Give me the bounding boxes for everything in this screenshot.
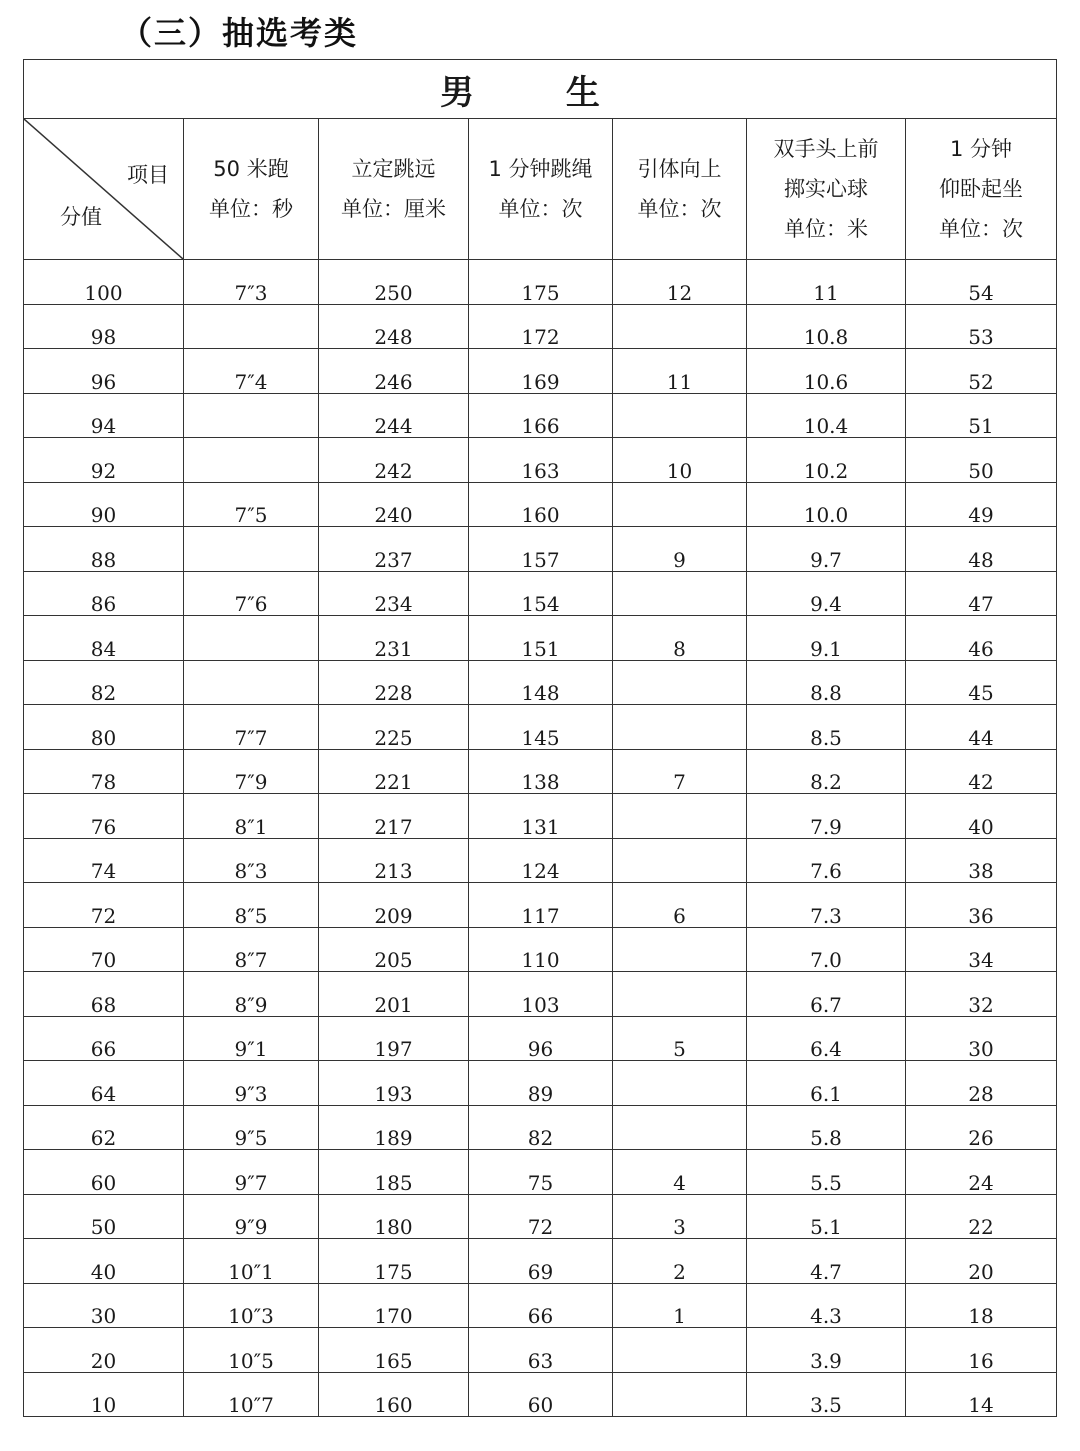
run-50m-cell: 10″1 — [184, 1239, 319, 1284]
pull-up-cell — [613, 1061, 747, 1106]
score-cell: 40 — [24, 1239, 184, 1284]
score-cell: 96 — [24, 349, 184, 394]
rope-skip-cell: 160 — [469, 482, 613, 527]
pull-up-cell: 7 — [613, 749, 747, 794]
long-jump-cell: 246 — [319, 349, 469, 394]
score-label: 分值 — [60, 205, 102, 229]
long-jump-cell: 205 — [319, 927, 469, 972]
pull-up-cell: 1 — [613, 1283, 747, 1328]
header-rope-skipping — [469, 119, 613, 260]
run-50m-cell: 7″7 — [184, 705, 319, 750]
shot-throw-cell: 9.1 — [747, 616, 906, 661]
score-cell: 100 — [24, 260, 184, 305]
table-row — [24, 1194, 1057, 1239]
table-row — [24, 393, 1057, 438]
rope-skip-cell: 166 — [469, 393, 613, 438]
rope-skip-cell: 66 — [469, 1283, 613, 1328]
rope-skip-cell: 72 — [469, 1194, 613, 1239]
table-body — [24, 260, 1057, 1417]
rope-skip-cell: 96 — [469, 1016, 613, 1061]
pull-up-cell — [613, 1105, 747, 1150]
table-header-row — [24, 119, 1057, 260]
pull-up-cell — [613, 1372, 747, 1417]
run-50m-cell: 9″3 — [184, 1061, 319, 1106]
long-jump-cell: 165 — [319, 1328, 469, 1373]
rope-skip-cell: 175 — [469, 260, 613, 305]
table-row — [24, 349, 1057, 394]
section-title: （三）抽选考类 — [120, 14, 359, 52]
rope-skip-cell: 169 — [469, 349, 613, 394]
shot-throw-cell: 10.8 — [747, 304, 906, 349]
score-cell: 70 — [24, 927, 184, 972]
run-50m-cell — [184, 438, 319, 483]
run-50m-cell: 7″6 — [184, 571, 319, 616]
header-line: 50 米跑 — [213, 157, 289, 181]
score-cell: 88 — [24, 527, 184, 572]
sit-up-cell: 18 — [906, 1283, 1057, 1328]
long-jump-cell: 221 — [319, 749, 469, 794]
sit-up-cell: 40 — [906, 794, 1057, 839]
pull-up-cell — [613, 705, 747, 750]
table-row — [24, 616, 1057, 661]
score-cell: 80 — [24, 705, 184, 750]
sit-up-cell: 30 — [906, 1016, 1057, 1061]
run-50m-cell: 10″3 — [184, 1283, 319, 1328]
rope-skip-cell: 117 — [469, 883, 613, 928]
pull-up-cell — [613, 571, 747, 616]
long-jump-cell: 237 — [319, 527, 469, 572]
rope-skip-cell: 157 — [469, 527, 613, 572]
table-row — [24, 1105, 1057, 1150]
rope-skip-cell: 110 — [469, 927, 613, 972]
long-jump-cell: 234 — [319, 571, 469, 616]
pull-up-cell: 4 — [613, 1150, 747, 1195]
run-50m-cell: 7″5 — [184, 482, 319, 527]
table-row — [24, 972, 1057, 1017]
pull-up-cell: 5 — [613, 1016, 747, 1061]
score-cell: 76 — [24, 794, 184, 839]
rope-skip-cell: 163 — [469, 438, 613, 483]
long-jump-cell: 240 — [319, 482, 469, 527]
sit-up-cell: 16 — [906, 1328, 1057, 1373]
sit-up-cell: 50 — [906, 438, 1057, 483]
pull-up-cell: 10 — [613, 438, 747, 483]
pull-up-cell: 9 — [613, 527, 747, 572]
shot-throw-cell: 5.8 — [747, 1105, 906, 1150]
long-jump-cell: 242 — [319, 438, 469, 483]
score-cell: 84 — [24, 616, 184, 661]
table-row — [24, 794, 1057, 839]
run-50m-cell: 9″7 — [184, 1150, 319, 1195]
sit-up-cell: 52 — [906, 349, 1057, 394]
shot-throw-cell: 7.0 — [747, 927, 906, 972]
shot-throw-cell: 8.2 — [747, 749, 906, 794]
pull-up-cell — [613, 794, 747, 839]
table-row — [24, 883, 1057, 928]
shot-throw-cell: 9.4 — [747, 571, 906, 616]
sit-up-cell: 38 — [906, 838, 1057, 883]
long-jump-cell: 201 — [319, 972, 469, 1017]
rope-skip-cell: 63 — [469, 1328, 613, 1373]
score-cell: 50 — [24, 1194, 184, 1239]
long-jump-cell: 250 — [319, 260, 469, 305]
sit-up-cell: 42 — [906, 749, 1057, 794]
score-cell: 66 — [24, 1016, 184, 1061]
score-cell: 30 — [24, 1283, 184, 1328]
score-cell: 98 — [24, 304, 184, 349]
table-row — [24, 838, 1057, 883]
rope-skip-cell: 148 — [469, 660, 613, 705]
table-row — [24, 260, 1057, 305]
rope-skip-cell: 103 — [469, 972, 613, 1017]
run-50m-cell: 7″4 — [184, 349, 319, 394]
sit-up-cell: 49 — [906, 482, 1057, 527]
long-jump-cell: 189 — [319, 1105, 469, 1150]
sit-up-cell: 14 — [906, 1372, 1057, 1417]
table-row — [24, 749, 1057, 794]
long-jump-cell: 160 — [319, 1372, 469, 1417]
score-cell: 74 — [24, 838, 184, 883]
pull-up-cell — [613, 660, 747, 705]
table-row — [24, 1372, 1057, 1417]
run-50m-cell: 9″5 — [184, 1105, 319, 1150]
header-line: 1 分钟跳绳 — [488, 157, 593, 181]
shot-throw-cell: 6.7 — [747, 972, 906, 1017]
run-50m-cell: 8″7 — [184, 927, 319, 972]
run-50m-cell: 8″3 — [184, 838, 319, 883]
long-jump-cell: 180 — [319, 1194, 469, 1239]
table-row — [24, 1061, 1057, 1106]
score-table — [23, 59, 1057, 1417]
run-50m-cell — [184, 616, 319, 661]
table-row — [24, 1283, 1057, 1328]
item-label: 项目 — [127, 163, 169, 187]
pull-up-cell — [613, 1328, 747, 1373]
header-sit-up — [906, 119, 1057, 260]
header-shot-throw — [747, 119, 906, 260]
run-50m-cell: 9″1 — [184, 1016, 319, 1061]
run-50m-cell: 10″7 — [184, 1372, 319, 1417]
header-line: 引体向上 — [637, 157, 722, 181]
table-caption-row — [24, 60, 1057, 119]
score-cell: 78 — [24, 749, 184, 794]
pull-up-cell — [613, 838, 747, 883]
header-line: 单位：次 — [637, 197, 722, 221]
score-cell: 10 — [24, 1372, 184, 1417]
long-jump-cell: 197 — [319, 1016, 469, 1061]
table-row — [24, 1239, 1057, 1284]
pull-up-cell: 6 — [613, 883, 747, 928]
score-cell: 62 — [24, 1105, 184, 1150]
score-cell: 86 — [24, 571, 184, 616]
pull-up-cell: 11 — [613, 349, 747, 394]
shot-throw-cell: 10.6 — [747, 349, 906, 394]
score-cell: 92 — [24, 438, 184, 483]
header-line: 仰卧起坐 — [939, 177, 1024, 201]
score-cell: 20 — [24, 1328, 184, 1373]
shot-throw-cell: 10.2 — [747, 438, 906, 483]
run-50m-cell: 10″5 — [184, 1328, 319, 1373]
rope-skip-cell: 151 — [469, 616, 613, 661]
long-jump-cell: 170 — [319, 1283, 469, 1328]
score-cell: 68 — [24, 972, 184, 1017]
table-row — [24, 571, 1057, 616]
shot-throw-cell: 5.5 — [747, 1150, 906, 1195]
table-row — [24, 927, 1057, 972]
pull-up-cell: 12 — [613, 260, 747, 305]
table-row — [24, 1150, 1057, 1195]
shot-throw-cell: 10.4 — [747, 393, 906, 438]
rope-skip-cell: 145 — [469, 705, 613, 750]
score-cell: 94 — [24, 393, 184, 438]
long-jump-cell: 213 — [319, 838, 469, 883]
run-50m-cell — [184, 393, 319, 438]
sit-up-cell: 20 — [906, 1239, 1057, 1284]
sit-up-cell: 48 — [906, 527, 1057, 572]
table-row — [24, 660, 1057, 705]
header-standing-long-jump — [319, 119, 469, 260]
score-cell: 90 — [24, 482, 184, 527]
run-50m-cell: 9″9 — [184, 1194, 319, 1239]
rope-skip-cell: 154 — [469, 571, 613, 616]
header-line: 1 分钟 — [949, 137, 1013, 161]
shot-throw-cell: 9.7 — [747, 527, 906, 572]
long-jump-cell: 248 — [319, 304, 469, 349]
long-jump-cell: 193 — [319, 1061, 469, 1106]
run-50m-cell: 7″9 — [184, 749, 319, 794]
sit-up-cell: 36 — [906, 883, 1057, 928]
shot-throw-cell: 7.6 — [747, 838, 906, 883]
rope-skip-cell: 172 — [469, 304, 613, 349]
header-line: 单位：次 — [939, 217, 1024, 241]
header-line: 掷实心球 — [784, 177, 868, 201]
rope-skip-cell: 89 — [469, 1061, 613, 1106]
table-row — [24, 304, 1057, 349]
pull-up-cell — [613, 304, 747, 349]
rope-skip-cell: 60 — [469, 1372, 613, 1417]
shot-throw-cell: 3.9 — [747, 1328, 906, 1373]
run-50m-cell — [184, 660, 319, 705]
rope-skip-cell: 131 — [469, 794, 613, 839]
rope-skip-cell: 138 — [469, 749, 613, 794]
long-jump-cell: 217 — [319, 794, 469, 839]
pull-up-cell — [613, 972, 747, 1017]
long-jump-cell: 228 — [319, 660, 469, 705]
long-jump-cell: 185 — [319, 1150, 469, 1195]
sit-up-cell: 44 — [906, 705, 1057, 750]
pull-up-cell: 2 — [613, 1239, 747, 1284]
rope-skip-cell: 75 — [469, 1150, 613, 1195]
long-jump-cell: 209 — [319, 883, 469, 928]
sit-up-cell: 53 — [906, 304, 1057, 349]
long-jump-cell: 225 — [319, 705, 469, 750]
sit-up-cell: 51 — [906, 393, 1057, 438]
shot-throw-cell: 7.3 — [747, 883, 906, 928]
shot-throw-cell: 4.7 — [747, 1239, 906, 1284]
sit-up-cell: 34 — [906, 927, 1057, 972]
sit-up-cell: 46 — [906, 616, 1057, 661]
rope-skip-cell: 82 — [469, 1105, 613, 1150]
header-50m-run — [184, 119, 319, 260]
sit-up-cell: 26 — [906, 1105, 1057, 1150]
pull-up-cell — [613, 927, 747, 972]
pull-up-cell — [613, 482, 747, 527]
header-line: 单位：米 — [784, 217, 868, 241]
header-line: 立定跳远 — [351, 157, 436, 181]
sit-up-cell: 24 — [906, 1150, 1057, 1195]
sit-up-cell: 45 — [906, 660, 1057, 705]
table-caption: 男 生 — [24, 60, 1057, 119]
run-50m-cell: 7″3 — [184, 260, 319, 305]
pull-up-cell: 3 — [613, 1194, 747, 1239]
run-50m-cell: 8″1 — [184, 794, 319, 839]
header-pull-up — [613, 119, 747, 260]
score-cell: 72 — [24, 883, 184, 928]
header-line: 单位：秒 — [209, 197, 293, 221]
shot-throw-cell: 8.8 — [747, 660, 906, 705]
sit-up-cell: 28 — [906, 1061, 1057, 1106]
long-jump-cell: 244 — [319, 393, 469, 438]
sit-up-cell: 47 — [906, 571, 1057, 616]
shot-throw-cell: 6.4 — [747, 1016, 906, 1061]
shot-throw-cell: 11 — [747, 260, 906, 305]
rope-skip-cell: 124 — [469, 838, 613, 883]
pull-up-cell: 8 — [613, 616, 747, 661]
table-row — [24, 482, 1057, 527]
rope-skip-cell: 69 — [469, 1239, 613, 1284]
shot-throw-cell: 4.3 — [747, 1283, 906, 1328]
pull-up-cell — [613, 393, 747, 438]
shot-throw-cell: 3.5 — [747, 1372, 906, 1417]
long-jump-cell: 231 — [319, 616, 469, 661]
diagonal-header-cell — [24, 119, 184, 260]
run-50m-cell — [184, 304, 319, 349]
table-row — [24, 705, 1057, 750]
table-row — [24, 1328, 1057, 1373]
score-cell: 64 — [24, 1061, 184, 1106]
shot-throw-cell: 7.9 — [747, 794, 906, 839]
shot-throw-cell: 6.1 — [747, 1061, 906, 1106]
sit-up-cell: 32 — [906, 972, 1057, 1017]
table-row — [24, 1016, 1057, 1061]
run-50m-cell: 8″5 — [184, 883, 319, 928]
shot-throw-cell: 5.1 — [747, 1194, 906, 1239]
shot-throw-cell: 8.5 — [747, 705, 906, 750]
header-line: 双手头上前 — [773, 137, 879, 161]
table-row — [24, 527, 1057, 572]
table-row — [24, 438, 1057, 483]
long-jump-cell: 175 — [319, 1239, 469, 1284]
run-50m-cell: 8″9 — [184, 972, 319, 1017]
score-cell: 82 — [24, 660, 184, 705]
shot-throw-cell: 10.0 — [747, 482, 906, 527]
sit-up-cell: 54 — [906, 260, 1057, 305]
header-line: 单位：厘米 — [341, 197, 446, 221]
header-line: 单位：次 — [498, 197, 583, 221]
run-50m-cell — [184, 527, 319, 572]
score-cell: 60 — [24, 1150, 184, 1195]
sit-up-cell: 22 — [906, 1194, 1057, 1239]
